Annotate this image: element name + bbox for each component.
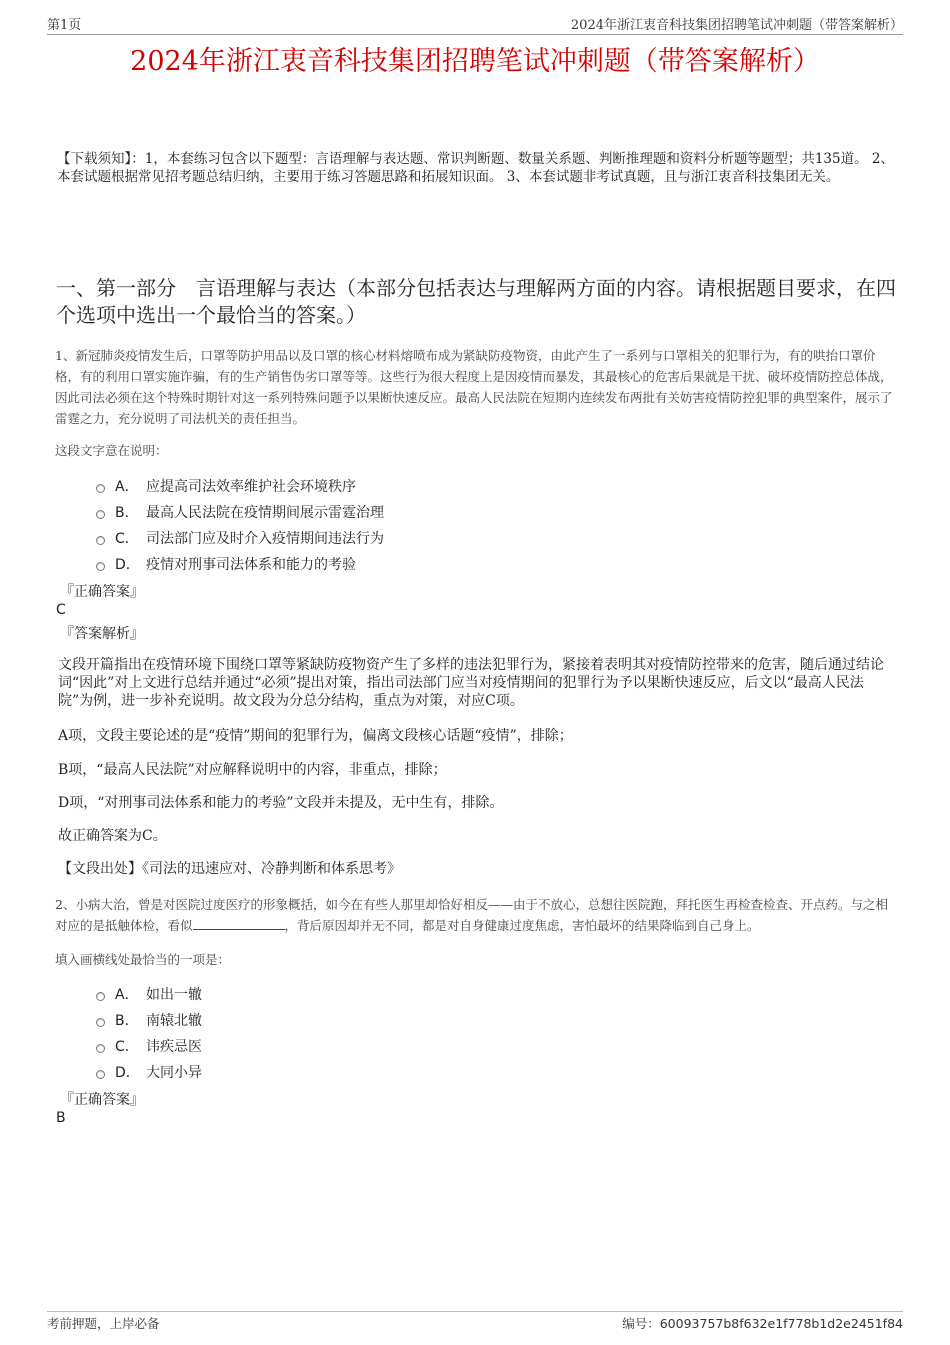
option-text: 疫情对刑事司法体系和能力的考验 — [146, 557, 356, 573]
fill-blank-line — [193, 917, 285, 930]
q1-source: 【文段出处】《司法的迅速应对、冷静判断和体系思考》 — [58, 861, 401, 877]
q1-option-b[interactable] — [96, 502, 384, 522]
q2-option-d[interactable] — [96, 1062, 202, 1082]
question-1-prompt: 这段文字意在说明： — [55, 443, 168, 458]
q2-answer-label: 『正确答案』 — [60, 1092, 144, 1108]
section-heading: 一、第一部分 言语理解与表达（本部分包括表达与理解两方面的内容。请根据题目要求，在四个选项中选出一个最恰当的答案。） — [56, 276, 896, 327]
q1-option-c[interactable] — [96, 528, 384, 548]
q2-option-a[interactable] — [96, 984, 202, 1004]
q1-option-a[interactable] — [96, 476, 356, 496]
q1-analysis-b: B项，“最高人民法院”对应解释说明中的内容，非重点，排除； — [58, 762, 447, 778]
question-2-text — [55, 894, 900, 936]
option-letter: C． — [115, 1039, 139, 1055]
option-text: 大同小异 — [146, 1065, 202, 1081]
radio-icon[interactable] — [96, 484, 105, 493]
q1-analysis-d: D项，“对刑事司法体系和能力的考验”文段并未提及，无中生有，排除。 — [58, 795, 504, 811]
option-text: 应提高司法效率维护社会环境秩序 — [146, 479, 356, 495]
question-2-text-before: 2、小病大治，曾是对医院过度医疗的形象概括，如今在有些人那里却恰好相反——由于不放心，总想往医院跑，拜托医生再检查检查、开点药。与之相对应的是抵触体检，看似 — [55, 897, 888, 933]
radio-icon[interactable] — [96, 1018, 105, 1027]
option-letter: B． — [115, 505, 139, 521]
document-title: 2024年浙江衷音科技集团招聘笔试冲刺题（带答案解析） — [130, 46, 820, 77]
option-letter: D． — [115, 557, 140, 573]
q2-option-c[interactable] — [96, 1036, 202, 1056]
radio-icon[interactable] — [96, 536, 105, 545]
header-divider — [47, 34, 903, 35]
option-text: 南辕北辙 — [146, 1013, 202, 1029]
radio-icon[interactable] — [96, 1070, 105, 1079]
page-number: 第1页 — [47, 18, 82, 33]
doc-id-value: 60093757b8f632e1f778b1d2e2451f84 — [659, 1316, 903, 1331]
option-letter: A． — [115, 987, 139, 1003]
option-letter: D． — [115, 1065, 140, 1081]
radio-icon[interactable] — [96, 992, 105, 1001]
download-notice: 【下载须知】：1，本套练习包含以下题型：言语理解与表达题、常识判断题、数量关系题、判断推理题和资料分析题等题型；共135道。 2、本套试题根据常见招考题总结归纳，主要用于练习答题思路和拓展知识面。 3、本套试题非考试真题，且与浙江衷音科技集团无关。 — [57, 151, 894, 185]
header-doc-title: 2024年浙江衷音科技集团招聘笔试冲刺题（带答案解析） — [570, 18, 903, 33]
q1-analysis-a: A项，文段主要论述的是“疫情”期间的犯罪行为，偏离文段核心话题“疫情”，排除； — [58, 728, 573, 744]
q1-answer-value: C — [56, 602, 66, 618]
question-2-text-after: ，背后原因却并无不同，都是对自身健康过度焦虑，害怕最坏的结果降临到自己身上。 — [284, 918, 760, 933]
q2-option-b[interactable] — [96, 1010, 202, 1030]
question-1-text: 1、新冠肺炎疫情发生后，口罩等防护用品以及口罩的核心材料熔喷布成为紧缺防疫物资，由此产生了一系列与口罩相关的犯罪行为，有的哄抬口罩价格，有的利用口罩实施诈骗，有的生产销售伪劣口罩等等。这些行为很大程度上是因疫情而暴发，其最核心的危害后果就是干扰、破坏疫情防控总体战，因此司法必须在这个特殊时期针对这一系列特殊问题予以果断快速反应。最高人民法院在短期内连续发布两批有关妨害疫情防控犯罪的典型案件，展示了雷霆之力，充分说明了司法机关的责任担当。 — [55, 348, 893, 426]
option-text: 讳疾忌医 — [146, 1039, 202, 1055]
footer-doc-id — [622, 1314, 903, 1332]
q1-analysis-label: 『答案解析』 — [60, 626, 144, 642]
q1-option-d[interactable] — [96, 554, 356, 574]
q2-answer-value: B — [56, 1110, 66, 1126]
doc-id-label: 编号： — [622, 1316, 660, 1331]
footer-slogan: 考前押题，上岸必备 — [47, 1316, 160, 1331]
q1-analysis-main: 文段开篇指出在疫情环境下围绕口罩等紧缺防疫物资产生了多样的违法犯罪行为，紧接着表明其对疫情防控带来的危害，随后通过结论词“因此”对上文进行总结并通过“必须”提出对策，指出司法部门应当对疫情期间的犯罪行为予以果断快速反应，后文以“最高人民法院”为例，进一步补充说明。故文段为分总分结构，重点为对策，对应C项。 — [58, 657, 884, 709]
option-text: 最高人民法院在疫情期间展示雷霆治理 — [146, 505, 384, 521]
radio-icon[interactable] — [96, 1044, 105, 1053]
radio-icon[interactable] — [96, 510, 105, 519]
q1-answer-label: 『正确答案』 — [60, 584, 144, 600]
question-2-prompt: 填入画横线处最恰当的一项是： — [55, 952, 231, 967]
option-text: 司法部门应及时介入疫情期间违法行为 — [146, 531, 384, 547]
footer-divider — [47, 1311, 903, 1312]
option-letter: C． — [115, 531, 139, 547]
option-letter: A． — [115, 479, 139, 495]
q1-analysis-conclusion: 故正确答案为C。 — [58, 828, 167, 844]
option-text: 如出一辙 — [146, 987, 202, 1003]
radio-icon[interactable] — [96, 562, 105, 571]
option-letter: B． — [115, 1013, 139, 1029]
